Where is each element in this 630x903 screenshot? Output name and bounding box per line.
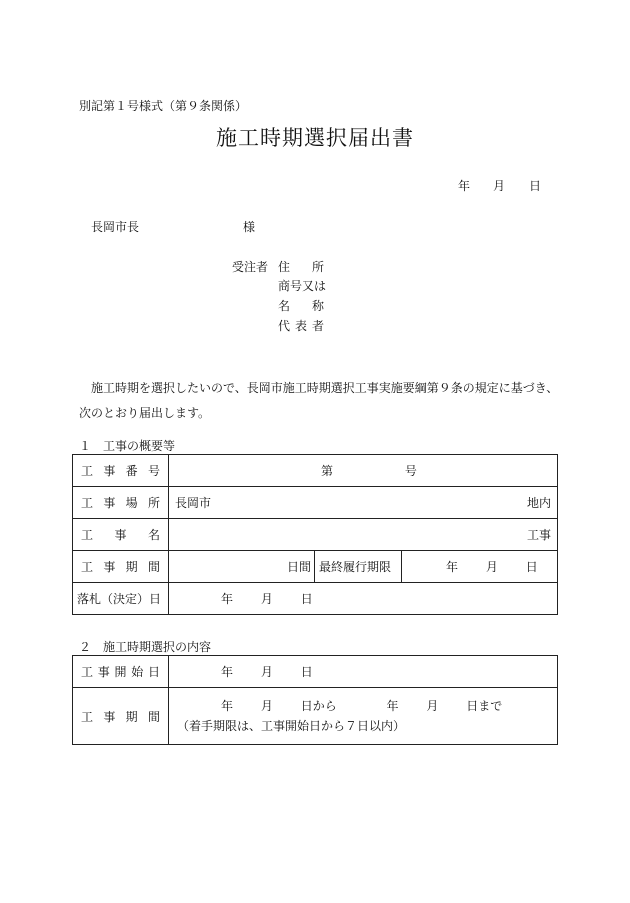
- label-char: 日: [147, 665, 160, 679]
- table-row: [73, 455, 558, 487]
- label-char: 名: [147, 528, 160, 542]
- date-month: 月: [493, 179, 506, 193]
- contractor-label: 受注者: [232, 260, 269, 274]
- label-char: 住: [278, 260, 291, 274]
- place-suffix: 地内: [526, 496, 551, 510]
- label-char: 代: [278, 319, 291, 333]
- row-label: [73, 487, 169, 519]
- table-row: [73, 656, 558, 688]
- row-label: [73, 656, 169, 688]
- from-year: 年: [221, 699, 234, 713]
- award-month: 月: [260, 592, 273, 606]
- to-year: 年: [386, 699, 399, 713]
- section1-heading: １ 工事の概要等: [79, 439, 176, 453]
- deadline-month: 月: [485, 560, 498, 574]
- label-char: 始: [131, 665, 144, 679]
- table-row: [73, 688, 558, 745]
- table-row: [73, 487, 558, 519]
- selected-period-field[interactable]: [169, 688, 558, 745]
- award-year: 年: [221, 592, 234, 606]
- label-char: 表: [294, 319, 307, 333]
- deadline-year: 年: [446, 560, 459, 574]
- start-day: 日: [300, 665, 313, 679]
- start-month: 月: [260, 665, 273, 679]
- award-day: 日: [300, 592, 313, 606]
- label-char: 番: [125, 464, 138, 478]
- body-text: [79, 376, 559, 426]
- section2-table: [72, 655, 558, 745]
- number-prefix: 第: [321, 464, 334, 478]
- label-char: 事: [103, 464, 116, 478]
- table-row: [73, 519, 558, 551]
- label-char: 所: [147, 496, 160, 510]
- label-char: 事: [97, 665, 110, 679]
- deadline-label-text: 最終履行期限: [319, 560, 392, 574]
- label-char: 工: [81, 496, 94, 510]
- label-char: 開: [114, 665, 127, 679]
- form-number: 別記第１号様式（第９条関係）: [79, 99, 248, 113]
- row-label: [73, 455, 169, 487]
- number-suffix: 号: [404, 464, 417, 478]
- row-label: [73, 688, 169, 745]
- construction-place-field[interactable]: [169, 487, 558, 519]
- label-char: 工: [81, 665, 94, 679]
- recipient-honorific: 様: [243, 220, 256, 234]
- contractor-name-label: [278, 297, 324, 314]
- section1-table: [72, 454, 558, 615]
- body-line-2: 次のとおり届出します。: [79, 406, 211, 420]
- name-suffix: 工事: [526, 528, 551, 542]
- deadline-date-field[interactable]: [402, 551, 558, 583]
- from-month: 月: [260, 699, 273, 713]
- row-label: [73, 583, 169, 615]
- contractor-company-label: [278, 277, 326, 294]
- row-label: [73, 551, 169, 583]
- award-label: 落札（決定）日: [77, 592, 162, 606]
- document-title: 施工時期選択届出書: [216, 126, 414, 150]
- section2-heading: ２ 施工時期選択の内容: [79, 640, 212, 654]
- label-char: 所: [311, 260, 324, 274]
- start-year: 年: [221, 665, 234, 679]
- label-char: 場: [125, 496, 138, 510]
- days-unit: 日間: [286, 560, 311, 574]
- body-line-1: 施工時期を選択したいので、長岡市施工時期選択工事実施要綱第９条の規定に基づき、: [91, 381, 559, 395]
- label-char: 称: [311, 299, 324, 313]
- contractor-address-label: [278, 258, 324, 275]
- start-date-field[interactable]: [169, 656, 558, 688]
- recipient-name: 長岡市長: [91, 220, 140, 234]
- label-char: 工: [81, 528, 94, 542]
- label-char: 工: [81, 560, 94, 574]
- label-char: 商号又は: [278, 279, 327, 293]
- to-month: 月: [426, 699, 439, 713]
- construction-name-field[interactable]: [169, 519, 558, 551]
- label-char: 事: [114, 528, 127, 542]
- construction-days-field[interactable]: [169, 551, 315, 583]
- label-char: 事: [103, 709, 116, 724]
- contractor-representative-label: [278, 317, 324, 334]
- table-row: [73, 583, 558, 615]
- award-date-field[interactable]: [169, 583, 558, 615]
- place-city: 長岡市: [175, 496, 212, 510]
- to-day: 日まで: [466, 699, 503, 713]
- label-char: 工: [81, 464, 94, 478]
- date-year: 年: [458, 179, 471, 193]
- label-char: 工: [81, 709, 94, 724]
- deadline-label: [315, 551, 402, 583]
- from-day: 日から: [300, 699, 337, 713]
- label-char: 号: [147, 464, 160, 478]
- construction-number-field[interactable]: [169, 455, 558, 487]
- label-char: 者: [311, 319, 324, 333]
- label-char: 間: [147, 560, 160, 574]
- label-char: 間: [147, 709, 160, 724]
- date-day: 日: [529, 179, 542, 193]
- start-deadline-note: （着手期限は、工事開始日から７日以内）: [177, 719, 406, 733]
- label-char: 事: [103, 560, 116, 574]
- row-label: [73, 519, 169, 551]
- label-char: 期: [125, 560, 138, 574]
- deadline-day: 日: [525, 560, 538, 574]
- label-char: 名: [278, 299, 291, 313]
- label-char: 期: [125, 709, 138, 724]
- table-row: [73, 551, 558, 583]
- label-char: 事: [103, 496, 116, 510]
